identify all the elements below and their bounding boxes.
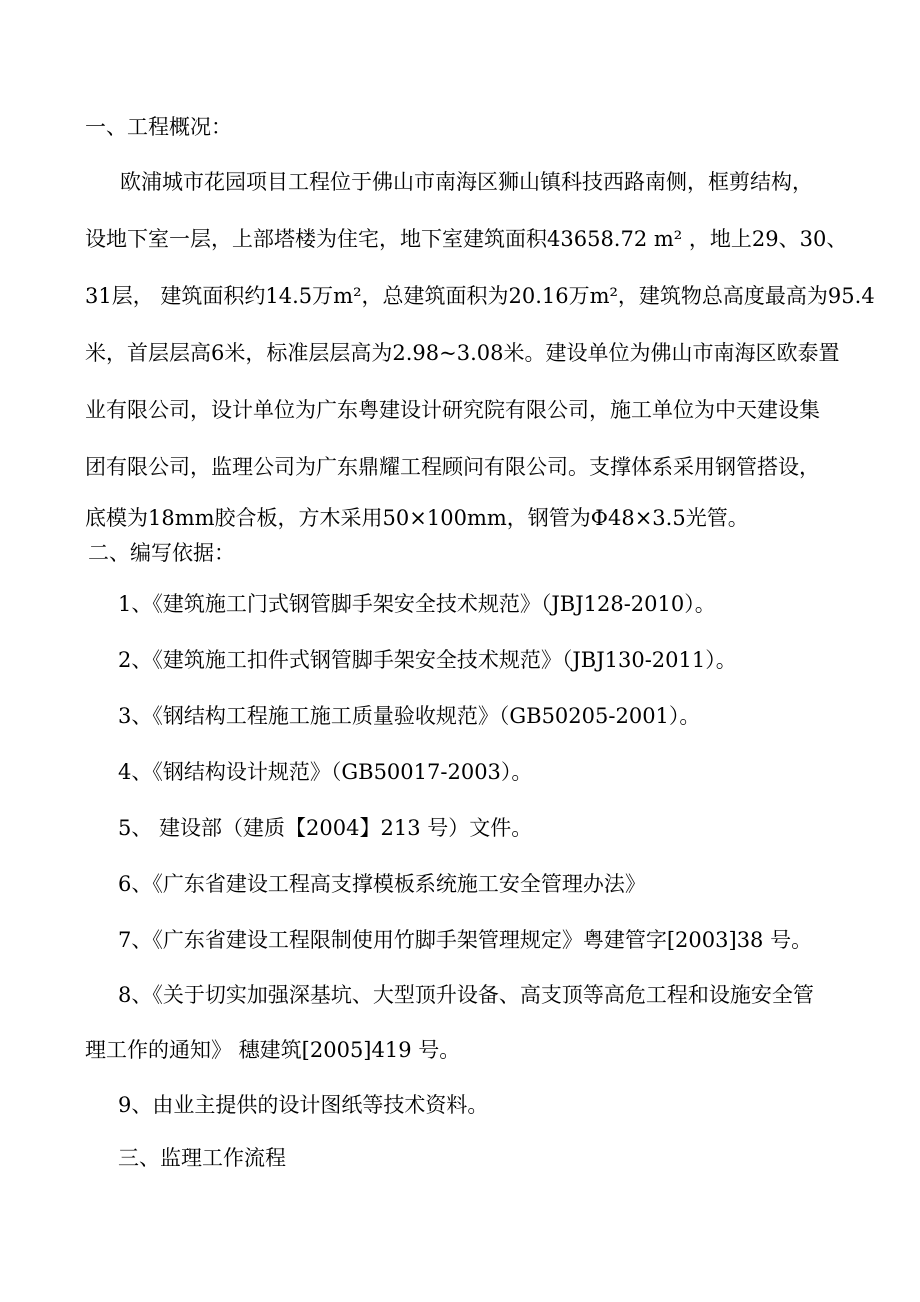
section-heading-basis: 二、编写依据： (88, 541, 235, 565)
basis-item-7: 7、《广东省建设工程限制使用竹脚手架管理规定》粤建管字[2003]38 号。 (118, 928, 813, 952)
overview-line-7: 底模为18mm胶合板，方木采用50×100mm，钢管为Φ48×3.5光管。 (85, 506, 749, 530)
overview-line-4: 米，首层层高6米，标准层层高为2.98~3.08米。建设单位为佛山市南海区欧泰置 (85, 341, 840, 365)
overview-line-5: 业有限公司，设计单位为广东粤建设计研究院有限公司，施工单位为中天建设集 (85, 398, 820, 422)
overview-line-2: 设地下室一层，上部塔楼为住宅，地下室建筑面积43658.72 m² ，地上29、30、 (85, 227, 848, 251)
basis-item-2: 2、《建筑施工扣件式钢管脚手架安全技术规范》（JBJ130-2011）。 (118, 648, 737, 672)
basis-item-9: 9、由业主提供的设计图纸等技术资料。 (118, 1093, 489, 1117)
basis-item-8-line-1: 8、《关于切实加强深基坑、大型顶升设备、高支顶等高危工程和设施安全管 (118, 983, 814, 1007)
basis-item-8-line-2: 理工作的通知》 穗建筑[2005]419 号。 (85, 1038, 461, 1062)
section-heading-overview: 一、工程概况： (85, 115, 232, 139)
basis-item-6: 6、《广东省建设工程高支撑模板系统施工安全管理办法》 (118, 872, 646, 896)
basis-item-3: 3、《钢结构工程施工施工质量验收规范》（GB50205-2001）。 (118, 704, 701, 728)
basis-item-1: 1、《建筑施工门式钢管脚手架安全技术规范》（JBJ128-2010）。 (118, 592, 716, 616)
overview-line-6: 团有限公司，监理公司为广东鼎耀工程顾问有限公司。支撑体系采用钢管搭设， (85, 455, 820, 479)
basis-item-4: 4、《钢结构设计规范》（GB50017-2003）。 (118, 760, 533, 784)
overview-line-3: 31层， 建筑面积约14.5万m²，总建筑面积为20.16万m²，建筑物总高度最高为95.4 (85, 284, 875, 308)
basis-item-5: 5、 建设部（建质【2004】213 号）文件。 (118, 816, 533, 840)
overview-line-1: 欧浦城市花园项目工程位于佛山市南海区狮山镇科技西路南侧，框剪结构， (120, 170, 813, 194)
section-heading-workflow: 三、监理工作流程 (118, 1146, 286, 1170)
